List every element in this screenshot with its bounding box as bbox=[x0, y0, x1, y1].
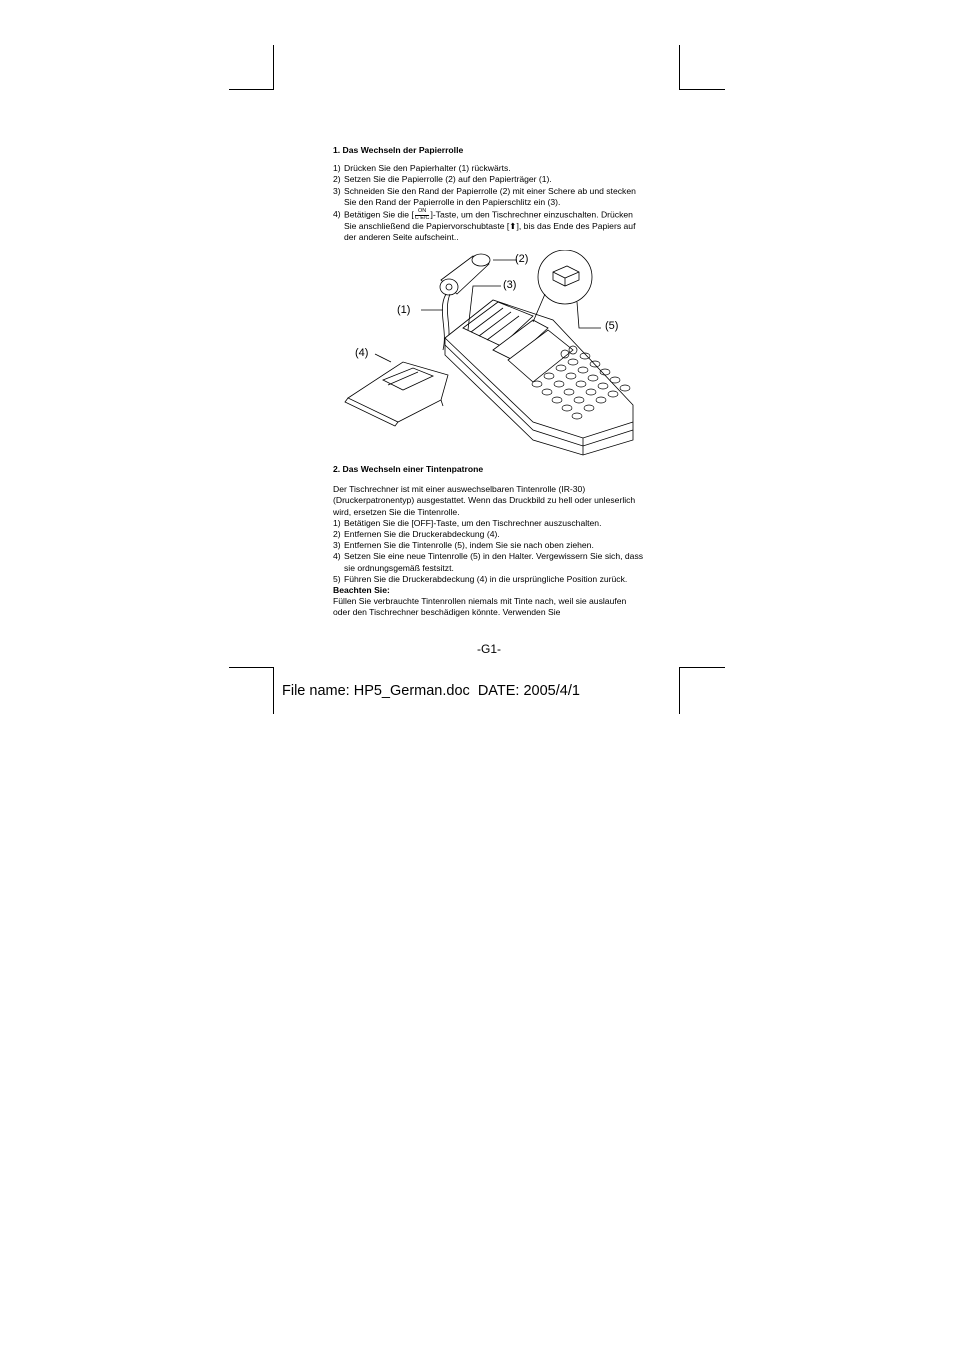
section2-step-1: 1) Betätigen Sie die [OFF]-Taste, um den Tischrechner auszuschalten. bbox=[333, 517, 602, 528]
section1-heading: 1. Das Wechseln der Papierrolle bbox=[333, 145, 464, 155]
leader-4 bbox=[375, 354, 391, 362]
crop-mark-bottom-left-horizontal bbox=[229, 667, 274, 668]
crop-mark-bottom-left-vertical bbox=[273, 667, 274, 714]
section-ink-roll bbox=[333, 464, 645, 619]
callout-5: (5) bbox=[605, 320, 619, 332]
callout-1: (1) bbox=[397, 304, 411, 316]
crop-mark-top-left-horizontal bbox=[229, 89, 274, 90]
section2-step-4: 4) Setzen Sie eine neue Tintenrolle (5) in den Halter. Vergewissern Sie sich, dass sie ordnungsgemäß festsitzt. bbox=[333, 551, 644, 573]
crop-mark-bottom-right-vertical bbox=[679, 667, 680, 714]
note-text: Füllen Sie verbrauchte Tintenrollen niemals mit Tinte nach, weil sie auslaufen oder den Tischrechner beschädigen könnte. Verwenden Sie bbox=[333, 596, 627, 618]
page-number: -G1- bbox=[477, 642, 501, 656]
section1-step-1: 1) Drücken Sie den Papierhalter (1) rückwärts. bbox=[333, 163, 511, 174]
section2-step-2: 2) Entfernen Sie die Druckerabdeckung (4). bbox=[333, 529, 500, 540]
callout-2: (2) bbox=[515, 253, 529, 265]
file-info: File name: HP5_German.doc DATE: 2005/4/1 bbox=[282, 683, 580, 699]
section1-step-2: 2) Setzen Sie die Papierrolle (2) auf den Papierträger (1). bbox=[333, 174, 552, 185]
callout-3: (3) bbox=[503, 279, 517, 291]
section1-step-4: 4) Betätigen Sie die [ $\frac{ON}{\text{C E/C}}$ ]-Taste, um den Tischrechner einzuschalten. Drücken Sie anschließend die Papiervorschubtaste [⬆], bis das Ende des Papiers auf der anderen Seite aufscheint.. bbox=[333, 208, 636, 243]
section2-step-3: 3) Entfernen Sie die Tintenrolle (5), indem Sie sie nach oben ziehen. bbox=[333, 540, 594, 551]
section1-step-3: 3) Schneiden Sie den Rand der Papierrolle (2) mit einer Schere ab und stecken Sie den Rand der Papierrolle in den Papierschlitz ein (3). bbox=[333, 185, 636, 207]
calculator-illustration bbox=[333, 250, 645, 460]
printer-cover-icon bbox=[345, 362, 448, 426]
on-ce-key-symbol: $\frac{ON}{\text{C E/C}}$ bbox=[414, 208, 430, 221]
calculator-drawing bbox=[333, 250, 645, 460]
section-paper-roll bbox=[333, 145, 645, 243]
crop-mark-bottom-right-horizontal bbox=[679, 667, 725, 668]
note-label: Beachten Sie: bbox=[333, 585, 390, 596]
callout-4: (4) bbox=[355, 347, 369, 359]
ink-roll-detail-icon bbox=[533, 250, 601, 328]
section2-intro: Der Tischrechner ist mit einer auswechselbaren Tintenrolle (IR-30) (Druckerpatronentyp) ausgestattet. Wenn das Druckbild zu hell oder unleserlich wird, ersetzen Sie die Tintenrolle. bbox=[333, 484, 636, 517]
section2-heading: 2. Das Wechseln einer Tintenpatrone bbox=[333, 464, 484, 474]
crop-mark-top-left-vertical bbox=[273, 45, 274, 90]
section2-step-5: 5) Führen Sie die Druckerabdeckung (4) in die ursprüngliche Position zurück. bbox=[333, 573, 628, 584]
paper-feed-icon: ⬆ bbox=[509, 221, 517, 232]
crop-mark-top-right-horizontal bbox=[679, 89, 725, 90]
crop-mark-top-right-vertical bbox=[679, 45, 680, 90]
